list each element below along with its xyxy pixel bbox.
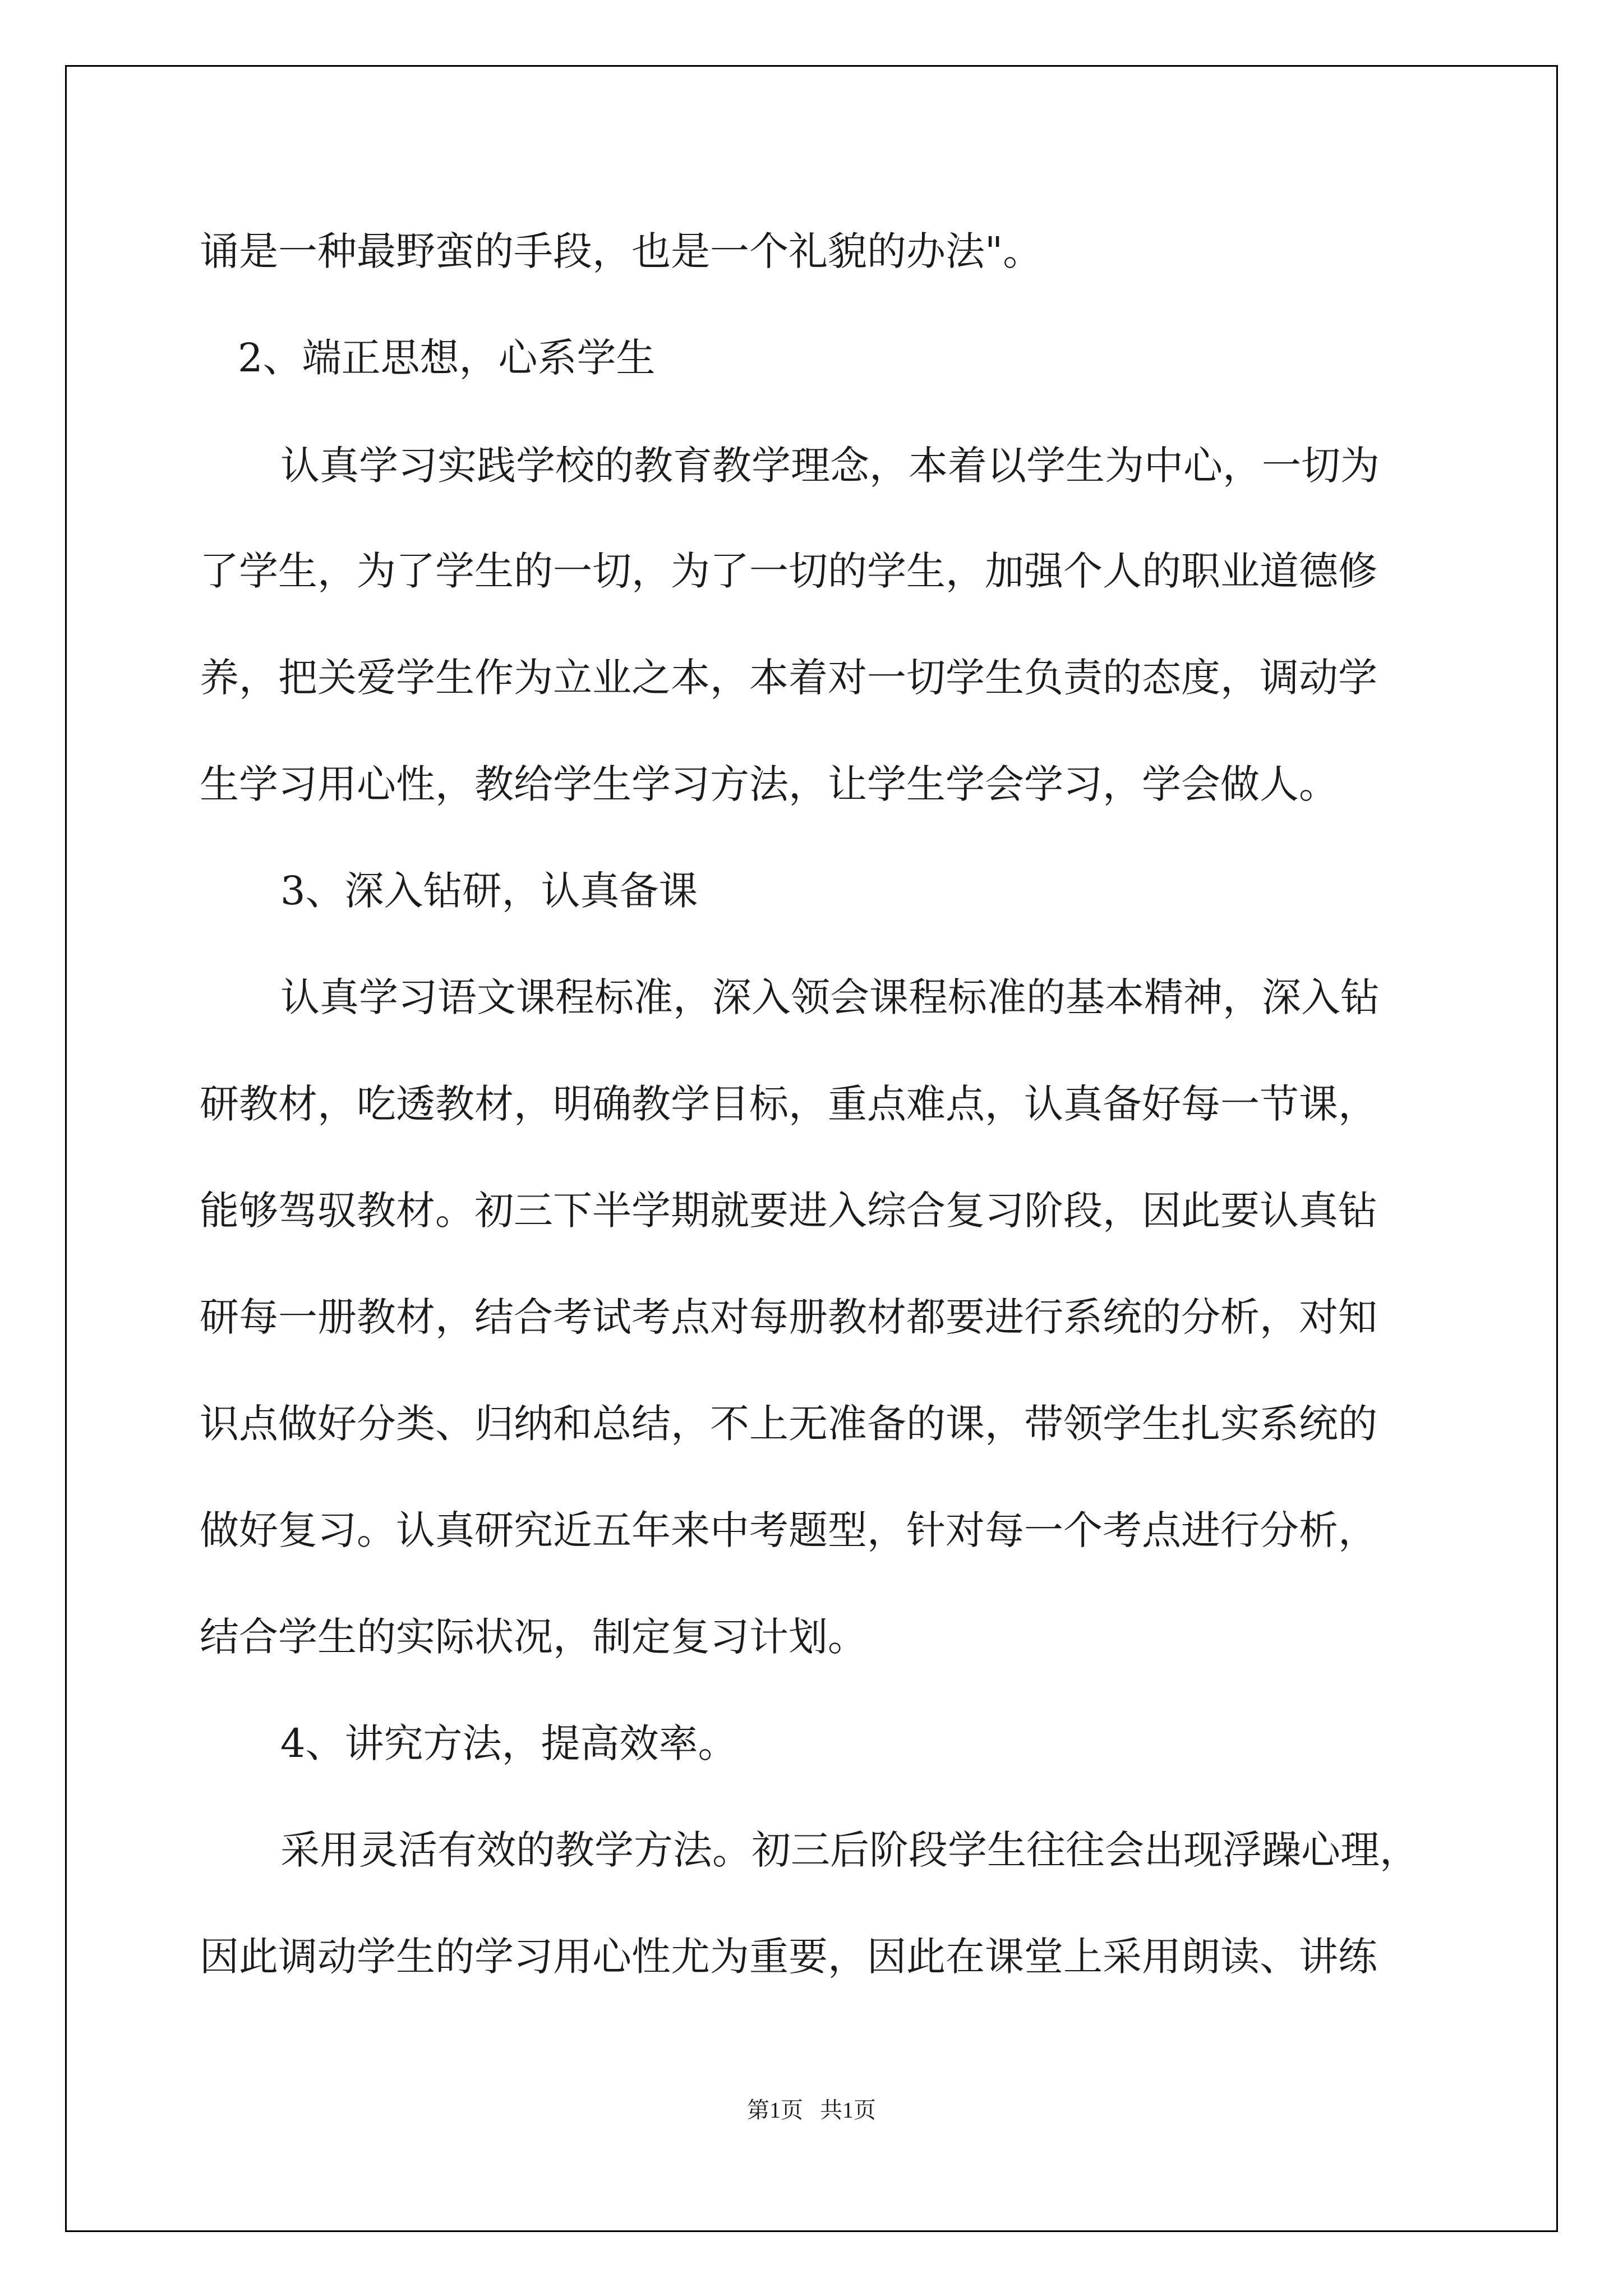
- text-line-6: 生学习用心性，教给学生学习方法，让学生学会学习，学会做人。: [200, 761, 1338, 807]
- heading-4: 4、讲究方法，提高效率。: [280, 1720, 737, 1766]
- page-footer: 第1页 共1页: [747, 2097, 876, 2123]
- text-line-16: 采用灵活有效的教学方法。初三后阶段学生往往会出现浮躁心理，: [280, 1827, 1419, 1873]
- text-line-14: 结合学生的实际状况，制定复习计划。: [200, 1614, 867, 1660]
- text-line-13: 做好复习。认真研究近五年来中考题型，针对每一个考点进行分析，: [200, 1507, 1377, 1553]
- text-line-4: 了学生，为了学生的一切，为了一切的学生，加强个人的职业道德修: [200, 548, 1377, 594]
- text-line-1: 诵是一种最野蛮的手段，也是一个礼貌的办法"。: [200, 228, 1043, 274]
- text-line-10: 能够驾驭教材。初三下半学期就要进入综合复习阶段，因此要认真钻: [200, 1188, 1377, 1234]
- heading-2: 2、端正思想，心系学生: [238, 335, 656, 381]
- text-line-8: 认真学习语文课程标准，深入领会课程标准的基本精神，深入钻: [280, 974, 1380, 1020]
- text-line-11: 研每一册教材，结合考试考点对每册教材都要进行系统的分析，对知: [200, 1294, 1377, 1340]
- text-line-5: 养，把关爱学生作为立业之本，本着对一切学生负责的态度，调动学: [200, 655, 1377, 701]
- text-line-12: 识点做好分类、归纳和总结，不上无准备的课，带领学生扎实系统的: [200, 1401, 1377, 1447]
- text-line-3: 认真学习实践学校的教育教学理念，本着以学生为中心，一切为: [280, 443, 1380, 489]
- heading-3: 3、深入钻研，认真备课: [280, 868, 698, 914]
- page-border: [65, 65, 1558, 2232]
- text-line-9: 研教材，吃透教材，明确教学目标，重点难点，认真备好每一节课，: [200, 1081, 1377, 1127]
- text-line-17: 因此调动学生的学习用心性尤为重要，因此在课堂上采用朗读、讲练: [200, 1934, 1377, 1980]
